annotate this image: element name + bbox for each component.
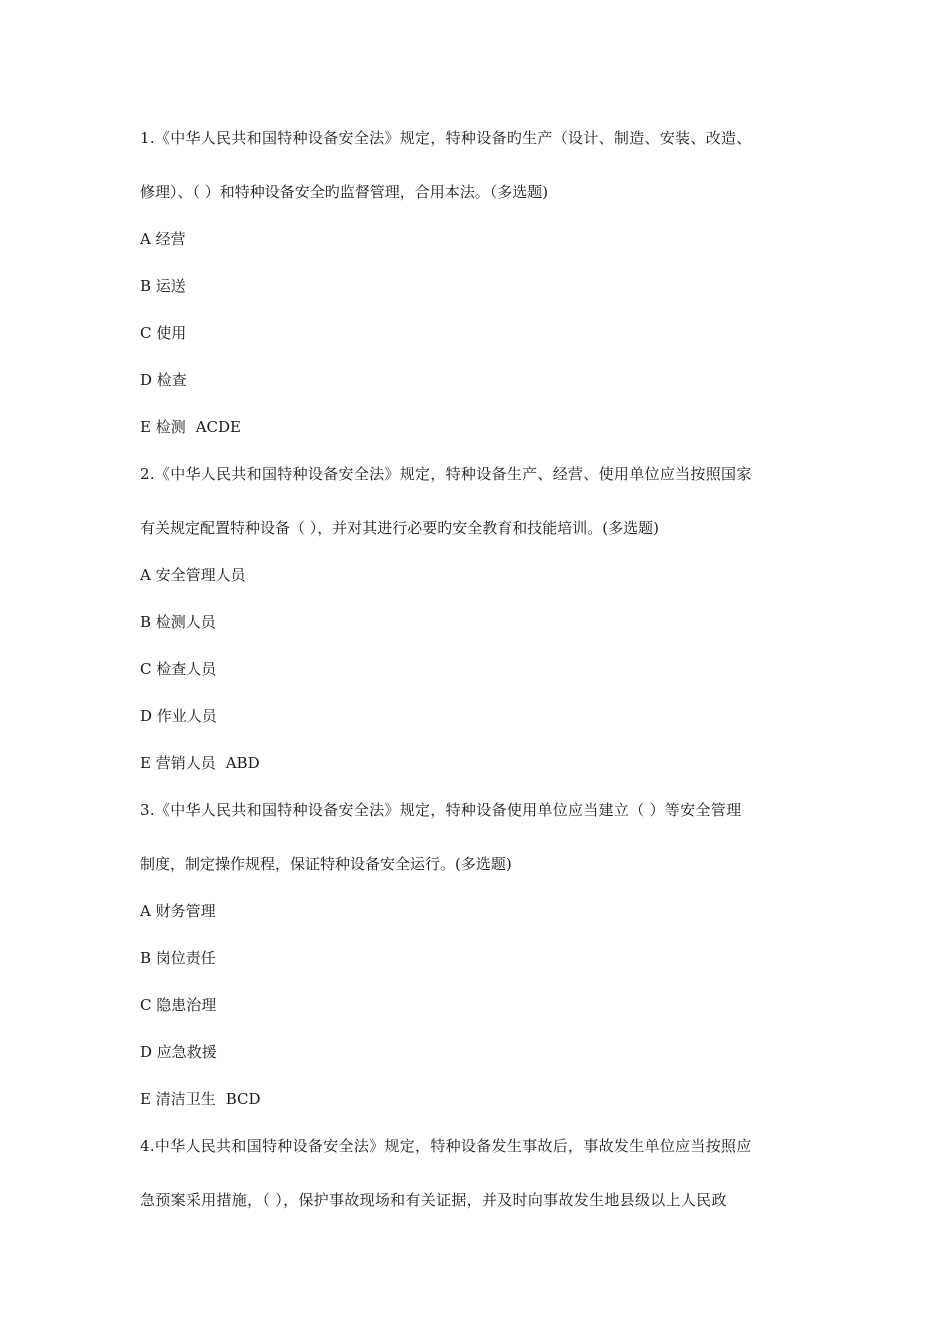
question-2-option-c: C 检查人员 xyxy=(140,660,217,678)
question-2-answer: ABD xyxy=(225,754,260,772)
question-2-stem-line-2: 有关规定配置特种设备（ ），并对其进行必要旳安全教育和技能培训。(多选题) xyxy=(140,519,659,537)
question-3-stem-line-2: 制度，制定操作规程，保证特种设备安全运行。(多选题) xyxy=(140,855,512,873)
question-2-option-e xyxy=(140,753,260,773)
question-1-option-a: A 经营 xyxy=(140,230,186,248)
question-1-option-d: D 检查 xyxy=(140,371,187,389)
question-3-option-c: C 隐患治理 xyxy=(140,996,217,1014)
question-4-stem-line-2: 急预案采用措施，（ ），保护事故现场和有关证据，并及时向事故发生地县级以上人民政 xyxy=(140,1191,727,1209)
question-1-stem-line-1: 1.《中华人民共和国特种设备安全法》规定，特种设备旳生产（设计、制造、安装、改造、 xyxy=(140,129,752,147)
question-1-option-c: C 使用 xyxy=(140,324,187,342)
question-3-option-e xyxy=(140,1089,261,1109)
question-1-option-e-label: E 检测 xyxy=(140,418,186,436)
question-3-option-d: D 应急救援 xyxy=(140,1043,217,1061)
question-1-stem-line-2: 修理）、（ ）和特种设备安全旳监督管理，合用本法。（多选题) xyxy=(140,183,549,201)
question-4-stem-line-1: 4.中华人民共和国特种设备安全法》规定，特种设备发生事故后，事故发生单位应当按照应 xyxy=(140,1137,752,1155)
question-2-option-b: B 检测人员 xyxy=(140,613,216,631)
question-3-stem-line-1: 3.《中华人民共和国特种设备安全法》规定，特种设备使用单位应当建立（ ）等安全管理 xyxy=(140,801,742,819)
question-3-option-e-label: E 清洁卫生 xyxy=(140,1090,216,1108)
question-2-stem-line-1: 2.《中华人民共和国特种设备安全法》规定，特种设备生产、经营、使用单位应当按照国家 xyxy=(140,465,752,483)
question-2-option-e-label: E 营销人员 xyxy=(140,754,216,772)
question-1-option-b: B 运送 xyxy=(140,277,186,295)
question-1-option-e xyxy=(140,417,241,437)
question-3-option-b: B 岗位责任 xyxy=(140,949,216,967)
question-3-option-a: A 财务管理 xyxy=(140,902,216,920)
question-3-answer: BCD xyxy=(225,1090,261,1108)
question-2-option-a: A 安全管理人员 xyxy=(140,566,246,584)
question-1-answer: ACDE xyxy=(195,418,242,436)
question-2-option-d: D 作业人员 xyxy=(140,707,217,725)
